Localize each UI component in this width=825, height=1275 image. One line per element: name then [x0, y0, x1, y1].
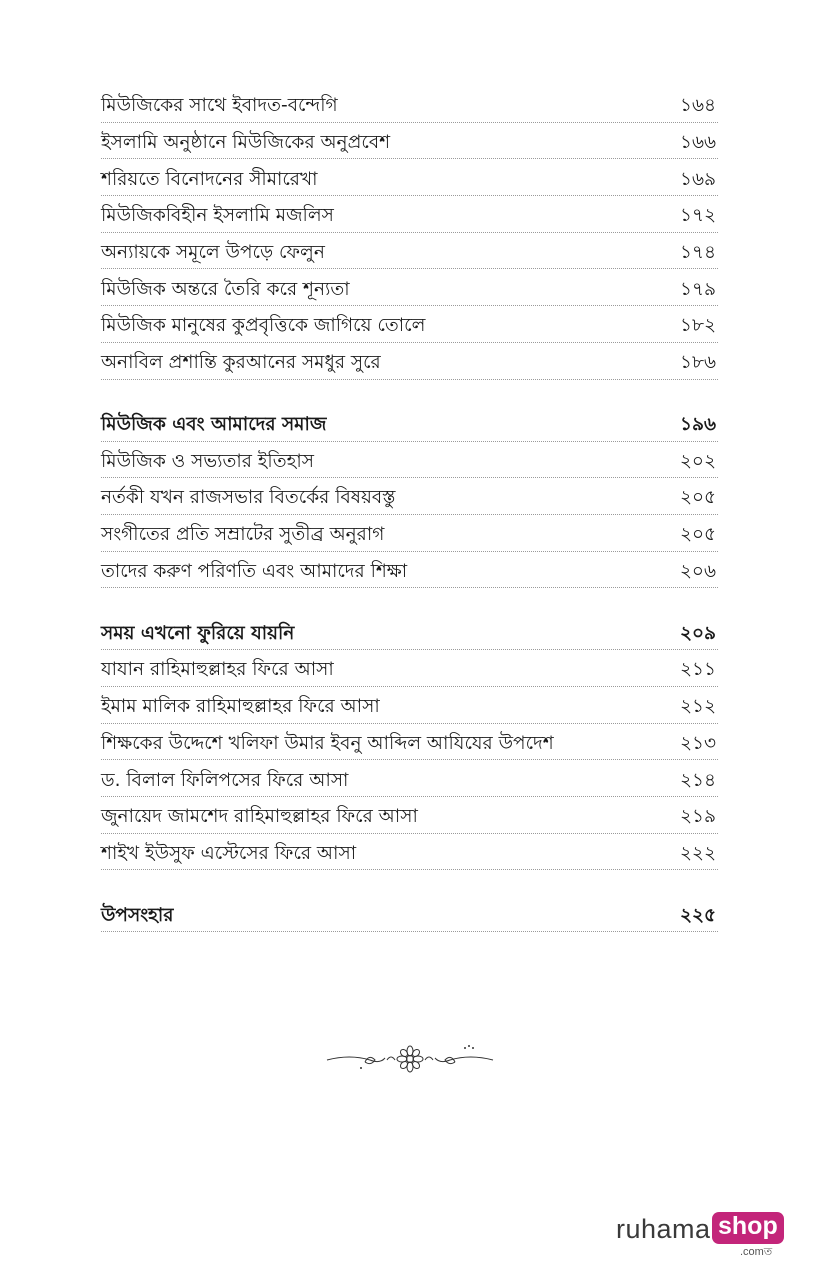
floral-divider-icon — [325, 1040, 495, 1076]
toc-page-number: ১৭২ — [679, 205, 716, 227]
toc-entry-title: ইমাম মালিক রাহিমাহুল্লাহর ফিরে আসা — [101, 696, 380, 718]
toc-entry — [101, 724, 718, 761]
toc-entry — [101, 159, 718, 196]
toc-entry-title: ইসলামি অনুষ্ঠানে মিউজিকের অনুপ্রবেশ — [101, 131, 391, 153]
toc-entry-title: উপসংহার — [101, 904, 174, 926]
toc-section-heading — [101, 402, 718, 442]
toc-entry-title: তাদের করুণ পরিণতি এবং আমাদের শিক্ষা — [101, 560, 408, 582]
toc-page-number: ১৭৯ — [679, 278, 716, 300]
toc-entry — [101, 650, 718, 687]
logo-word-shop: shop — [712, 1212, 784, 1244]
toc-entry — [101, 552, 718, 589]
toc-page-number: ২১১ — [679, 659, 716, 681]
toc-page-number: ১৮২ — [679, 315, 716, 337]
toc-entry — [101, 306, 718, 343]
logo-word-ruhama: ruhama — [616, 1214, 711, 1244]
toc-entry-title: মিউজিক ও সভ্যতার ইতিহাস — [101, 450, 314, 472]
toc-page-number: ২১২ — [679, 696, 716, 718]
toc-entry-title: শিক্ষকের উদ্দেশে খলিফা উমার ইবনু আব্দিল আযিযের উপদেশ — [101, 732, 554, 754]
toc-entry-title: মিউজিকবিহীন ইসলামি মজলিস — [101, 205, 334, 227]
toc-entry — [101, 86, 718, 123]
toc-entry-title: সংগীতের প্রতি সম্রাটের সুতীব্র অনুরাগ — [101, 524, 385, 546]
toc-entry-title: নর্তকী যখন রাজসভার বিতর্কের বিষয়বস্তু — [101, 487, 396, 509]
toc-page-number: ১৯৬ — [679, 414, 716, 435]
toc-entry — [101, 442, 718, 479]
toc-entry-title: যাযান রাহিমাহুল্লাহর ফিরে আসা — [101, 659, 334, 681]
toc-entry-title: ড. বিলাল ফিলিপসের ফিরে আসা — [101, 769, 349, 791]
toc-entry-title: মিউজিকের সাথে ইবাদত-বন্দেগি — [101, 95, 338, 117]
toc-entry-title: অন্যায়কে সমূলে উপড়ে ফেলুন — [101, 241, 325, 263]
toc-entry — [101, 233, 718, 270]
toc-entry-title: শরিয়তে বিনোদনের সীমারেখা — [101, 168, 318, 190]
toc-entry — [101, 269, 718, 306]
toc-entry — [101, 343, 718, 380]
toc-page-number: ১৬৯ — [679, 168, 716, 190]
toc-entry — [101, 123, 718, 160]
toc-entry — [101, 478, 718, 515]
toc-page-number: ১৬৪ — [679, 95, 716, 117]
toc-section-heading — [101, 892, 718, 932]
toc-entry-title: মিউজিক অন্তরে তৈরি করে শূন্যতা — [101, 278, 350, 300]
publisher-logo — [616, 1212, 780, 1256]
toc-entry — [101, 196, 718, 233]
toc-page-number: ২০৬ — [679, 560, 716, 582]
toc-page-number: ২১৪ — [679, 769, 716, 791]
toc-page-number: ২২৫ — [679, 904, 716, 926]
toc-entry-title: শাইখ ইউসুফ এস্টেসের ফিরে আসা — [101, 842, 357, 864]
toc-page-number: ২১৯ — [679, 806, 716, 828]
logo-suffix: .comত — [740, 1246, 773, 1258]
toc-entry-title: মিউজিক মানুষের কুপ্রবৃত্তিকে জাগিয়ে তোলে — [101, 315, 426, 337]
toc-page-number: ২০৯ — [679, 622, 716, 644]
toc-entry — [101, 797, 718, 834]
toc-entry-title: জুনায়েদ জামশেদ রাহিমাহুল্লাহর ফিরে আসা — [101, 806, 418, 828]
toc-page-number: ২২২ — [679, 842, 716, 864]
toc-page-number: ২০২ — [679, 450, 716, 472]
toc-entry — [101, 834, 718, 871]
toc-section-heading — [101, 610, 718, 650]
toc-page-number: ২১৩ — [679, 732, 716, 754]
toc-entry-title: সময় এখনো ফুরিয়ে যায়নি — [101, 622, 295, 644]
toc-entry-title: অনাবিল প্রশান্তি কুরআনের সমধুর সুরে — [101, 352, 381, 373]
toc-page-number: ২০৫ — [679, 524, 716, 546]
toc-entry — [101, 515, 718, 552]
toc-page-number: ১৬৬ — [679, 131, 716, 153]
toc-entry — [101, 687, 718, 724]
table-of-contents — [101, 86, 718, 932]
toc-entry — [101, 760, 718, 797]
toc-page-number: ১৭৪ — [679, 241, 716, 263]
toc-entry-title: মিউজিক এবং আমাদের সমাজ — [101, 414, 327, 435]
toc-page-number: ১৮৬ — [679, 352, 716, 373]
toc-page-number: ২০৫ — [679, 487, 716, 509]
